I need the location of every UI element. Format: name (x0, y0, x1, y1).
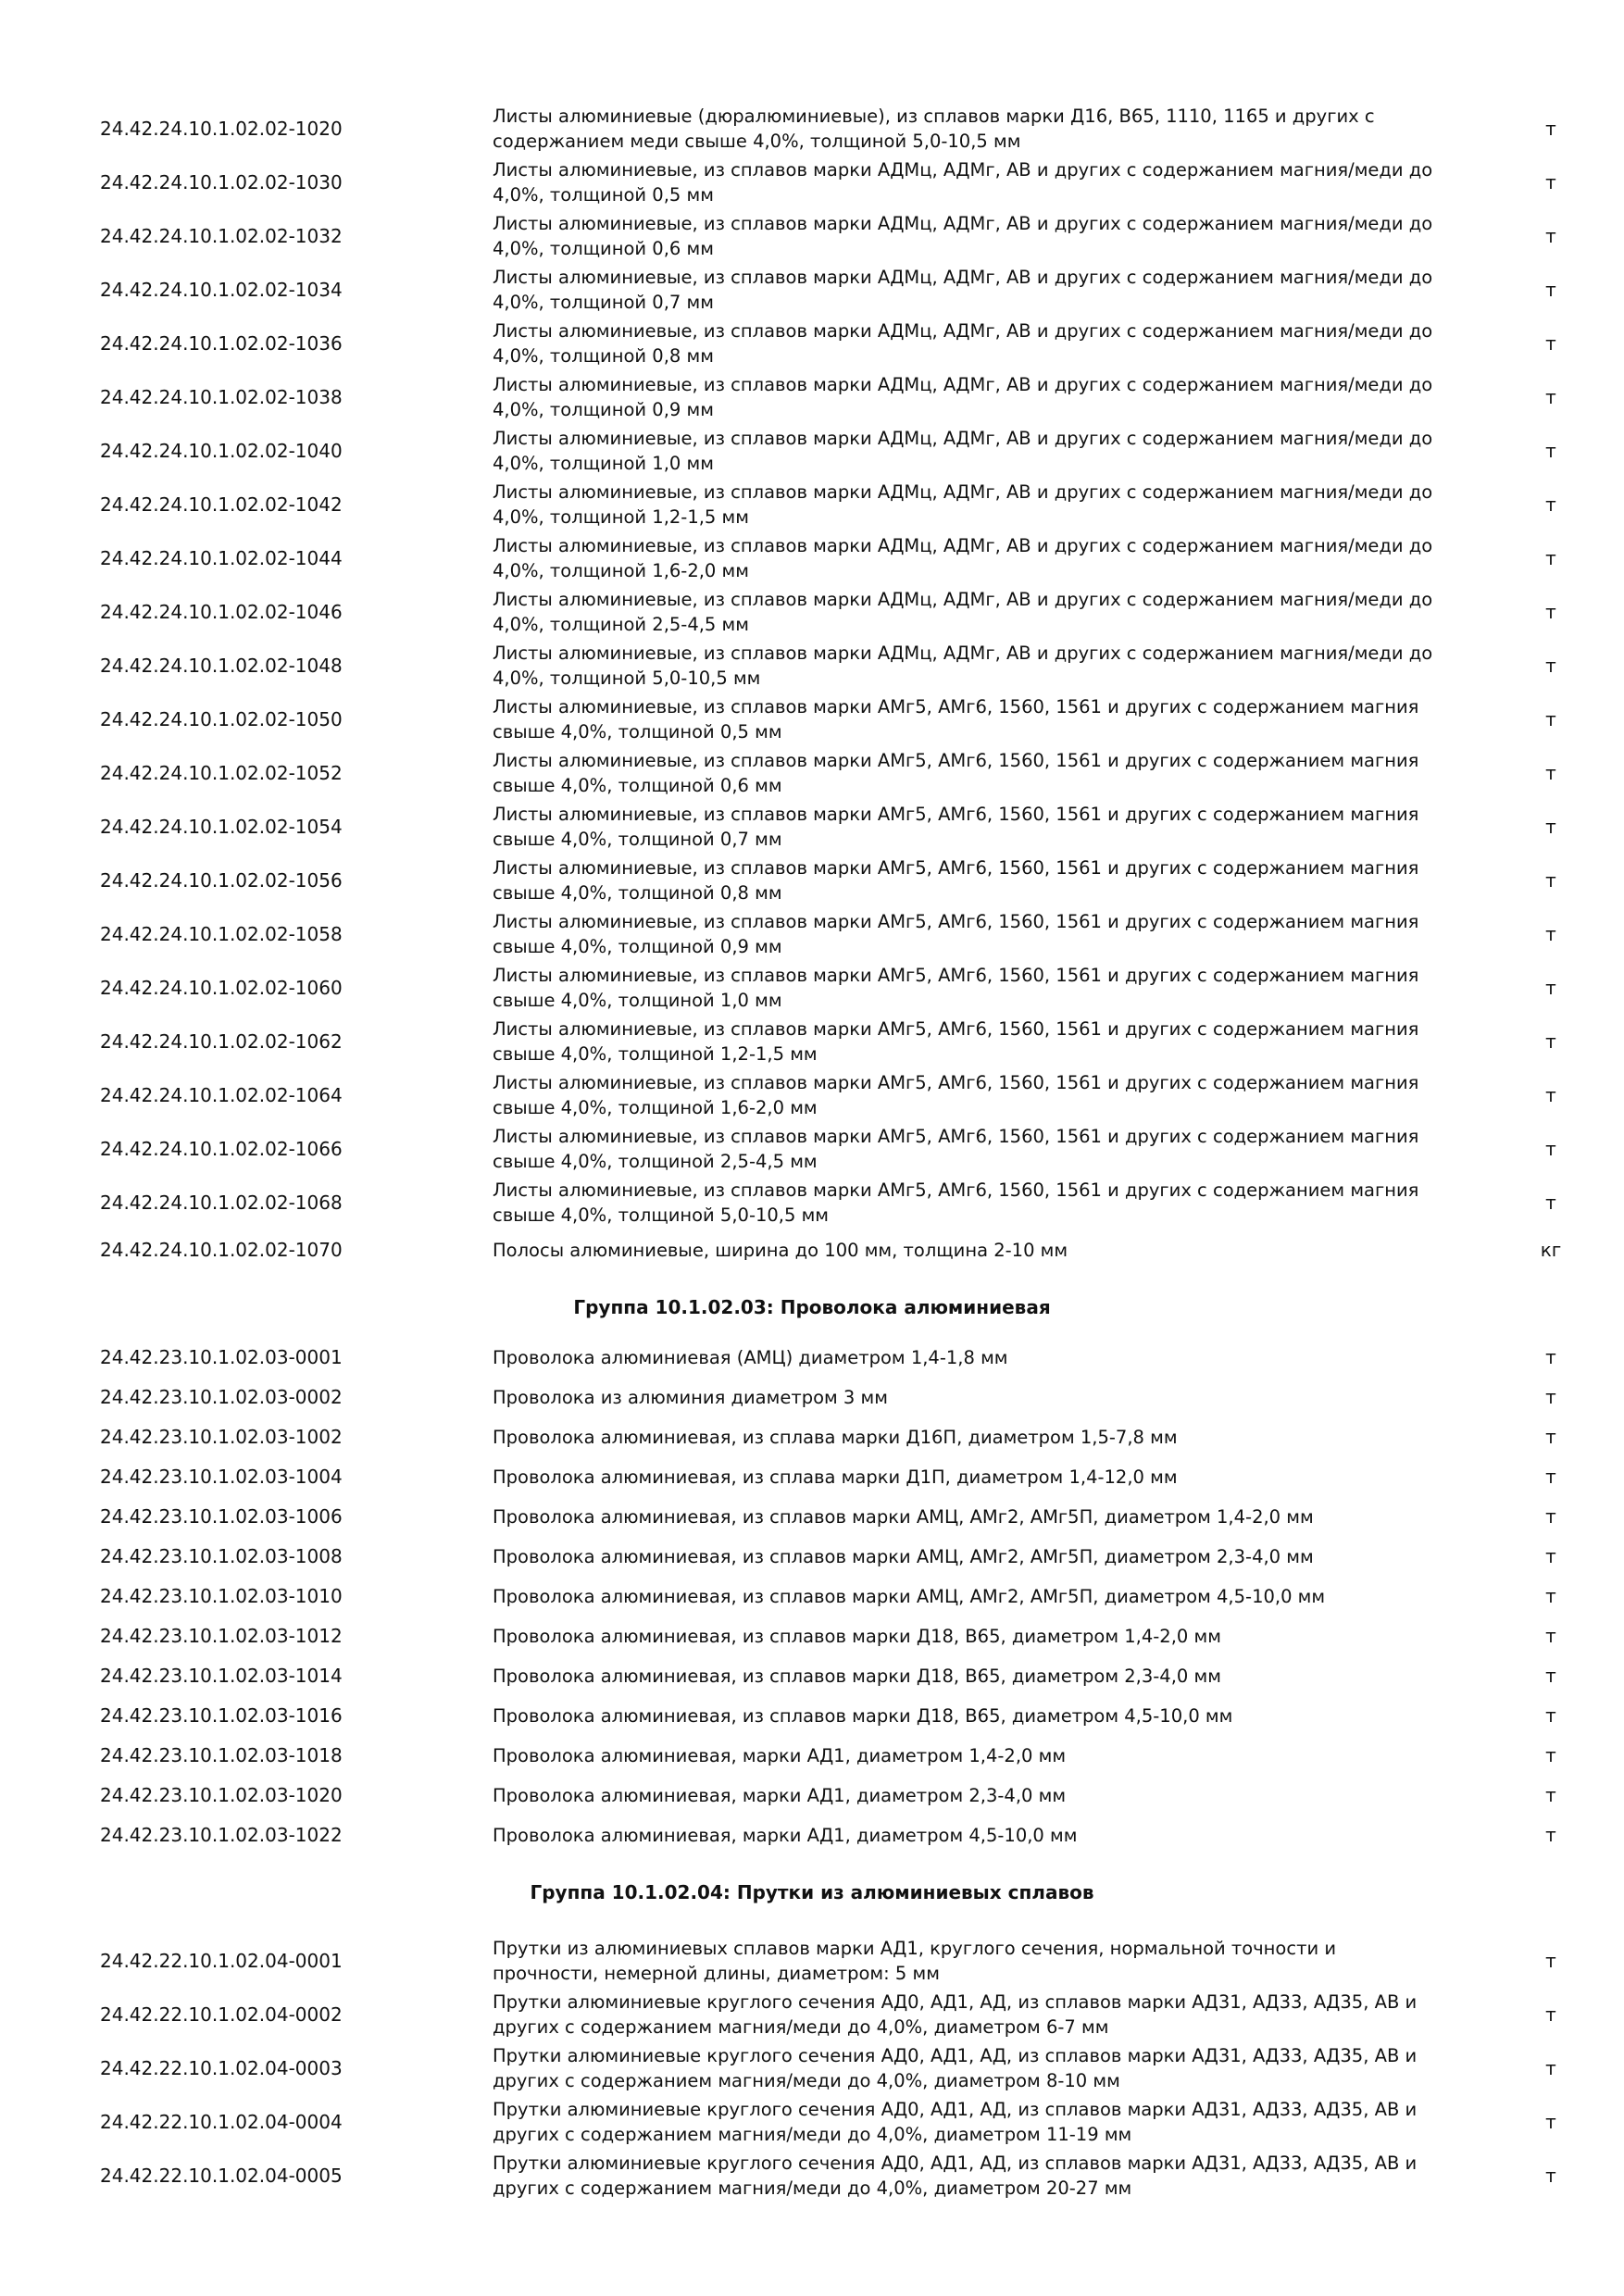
unit-of-measure: т (1545, 1824, 1556, 1846)
resource-description: Листы алюминиевые, из сплавов марки АДМц, АДМг, АВ и других с содержанием магния/меди до 4,0%, толщиной 0,9 мм (493, 374, 1433, 420)
resource-description: Проволока алюминиевая, из сплава марки Д1П, диаметром 1,4-12,0 мм (493, 1466, 1178, 1488)
resource-code: 24.42.22.10.1.02.04-0005 (100, 2165, 343, 2187)
resource-code: 24.42.24.10.1.02.02-1034 (100, 279, 343, 301)
table-row (0, 1775, 1624, 1815)
resource-code: 24.42.24.10.1.02.02-1036 (100, 332, 343, 355)
resource-code: 24.42.24.10.1.02.02-1020 (100, 118, 343, 140)
unit-of-measure: т (1545, 171, 1556, 193)
resource-code: 24.42.23.10.1.02.03-1012 (100, 1625, 343, 1647)
unit-of-measure: т (1545, 1084, 1556, 1106)
resource-code: 24.42.24.10.1.02.02-1070 (100, 1239, 343, 1261)
unit-of-measure: т (1545, 1030, 1556, 1053)
unit-of-measure: т (1545, 1545, 1556, 1567)
table-row (0, 746, 1624, 800)
unit-of-measure: т (1545, 1625, 1556, 1647)
resource-code: 24.42.23.10.1.02.03-1002 (100, 1426, 343, 1448)
resource-description: Прутки алюминиевые круглого сечения АД0, АД1, АД, из сплавов марки АД31, АД33, АД35, АВ и других с содержанием магния/меди до 4,0%, диаметром 6-7 мм (493, 1991, 1418, 2038)
resource-description: Листы алюминиевые, из сплавов марки АДМц, АДМг, АВ и других с содержанием магния/меди до 4,0%, толщиной 5,0-10,5 мм (493, 643, 1433, 689)
table-row (0, 102, 1624, 156)
resource-description: Проволока алюминиевая, из сплавов марки Д18, В65, диаметром 4,5-10,0 мм (493, 1705, 1233, 1727)
group-heading (0, 1269, 1624, 1337)
unit-of-measure: т (1545, 708, 1556, 730)
table-row (0, 2041, 1624, 2095)
unit-of-measure: т (1545, 1784, 1556, 1806)
resource-code: 24.42.24.10.1.02.02-1068 (100, 1192, 343, 1214)
resource-description: Листы алюминиевые, из сплавов марки АДМц, АДМг, АВ и других с содержанием магния/меди до 4,0%, толщиной 1,0 мм (493, 428, 1433, 474)
table-row (0, 1337, 1624, 1377)
table-row (0, 2095, 1624, 2149)
resource-code: 24.42.23.10.1.02.03-1018 (100, 1744, 343, 1766)
resource-description: Листы алюминиевые, из сплавов марки АМг5, АМг6, 1560, 1561 и других с содержанием магния свыше 4,0%, толщиной 0,9 мм (493, 911, 1419, 957)
table-row (0, 1988, 1624, 2041)
unit-of-measure: т (1545, 1386, 1556, 1408)
resource-code: 24.42.23.10.1.02.03-1016 (100, 1704, 343, 1727)
unit-of-measure: т (1545, 1346, 1556, 1368)
unit-of-measure: т (1545, 547, 1556, 569)
resource-code: 24.42.23.10.1.02.03-1020 (100, 1784, 343, 1806)
resource-code: 24.42.23.10.1.02.03-0001 (100, 1346, 343, 1368)
resource-description: Проволока алюминиевая, марки АД1, диаметром 2,3-4,0 мм (493, 1785, 1067, 1806)
resource-description: Листы алюминиевые (дюралюминиевые), из сплавов марки Д16, В65, 1110, 1165 и других с содержанием меди свыше 4,0%, толщиной 5,0-10,5 мм (493, 106, 1375, 152)
unit-of-measure: т (1545, 1950, 1556, 1972)
resource-description: Листы алюминиевые, из сплавов марки АДМц, АДМг, АВ и других с содержанием магния/меди до 4,0%, толщиной 0,7 мм (493, 267, 1433, 313)
group-heading (0, 1854, 1624, 1934)
unit-of-measure: т (1545, 225, 1556, 247)
table-row (0, 800, 1624, 854)
unit-of-measure: т (1545, 279, 1556, 301)
table-row (0, 478, 1624, 531)
unit-of-measure: т (1545, 332, 1556, 355)
table-row (0, 1176, 1624, 1229)
table-row (0, 1576, 1624, 1616)
resource-description: Проволока алюминиевая, из сплавов марки АМЦ, АМг2, АМг5П, диаметром 2,3-4,0 мм (493, 1546, 1314, 1567)
unit-of-measure: т (1545, 1704, 1556, 1727)
table-row (0, 370, 1624, 424)
resource-description: Проволока алюминиевая, марки АД1, диаметром 4,5-10,0 мм (493, 1825, 1078, 1846)
resource-code: 24.42.22.10.1.02.04-0003 (100, 2057, 343, 2079)
table-row (0, 1122, 1624, 1176)
table-row (0, 317, 1624, 370)
table-row (0, 907, 1624, 961)
resource-description: Листы алюминиевые, из сплавов марки АДМц, АДМг, АВ и других с содержанием магния/меди до 4,0%, толщиной 0,5 мм (493, 159, 1433, 206)
resource-code: 24.42.23.10.1.02.03-1006 (100, 1505, 343, 1528)
resource-description: Листы алюминиевые, из сплавов марки АМг5, АМг6, 1560, 1561 и других с содержанием магния свыше 4,0%, толщиной 1,6-2,0 мм (493, 1072, 1419, 1118)
resource-code: 24.42.24.10.1.02.02-1054 (100, 816, 343, 838)
resource-code: 24.42.24.10.1.02.02-1048 (100, 655, 343, 677)
resource-code: 24.42.24.10.1.02.02-1046 (100, 601, 343, 623)
table-row (0, 961, 1624, 1015)
unit-of-measure: кг (1540, 1239, 1562, 1261)
resource-description: Листы алюминиевые, из сплавов марки АМг5, АМг6, 1560, 1561 и других с содержанием магния свыше 4,0%, толщиной 2,5-4,5 мм (493, 1126, 1419, 1172)
unit-of-measure: т (1545, 1466, 1556, 1488)
resource-description: Проволока алюминиевая, марки АД1, диаметром 1,4-2,0 мм (493, 1745, 1067, 1766)
table-row (0, 263, 1624, 317)
resource-code: 24.42.24.10.1.02.02-1030 (100, 171, 343, 193)
resource-description: Проволока алюминиевая, из сплавов марки Д18, В65, диаметром 1,4-2,0 мм (493, 1626, 1221, 1647)
resource-code: 24.42.23.10.1.02.03-1004 (100, 1466, 343, 1488)
resource-description: Листы алюминиевые, из сплавов марки АДМц, АДМг, АВ и других с содержанием магния/меди до 4,0%, толщиной 0,6 мм (493, 213, 1433, 259)
unit-of-measure: т (1545, 1585, 1556, 1607)
resource-description: Проволока из алюминия диаметром 3 мм (493, 1387, 888, 1408)
resource-code: 24.42.24.10.1.02.02-1052 (100, 762, 343, 784)
resource-code: 24.42.24.10.1.02.02-1062 (100, 1030, 343, 1053)
resource-code: 24.42.24.10.1.02.02-1060 (100, 977, 343, 999)
table-row (0, 854, 1624, 907)
group-title: Группа 10.1.02.04: Прутки из алюминиевых сплавов (530, 1881, 1094, 1903)
resource-code: 24.42.23.10.1.02.03-1014 (100, 1665, 343, 1687)
unit-of-measure: т (1545, 1744, 1556, 1766)
resource-description: Листы алюминиевые, из сплавов марки АДМц, АДМг, АВ и других с содержанием магния/меди до 4,0%, толщиной 2,5-4,5 мм (493, 589, 1433, 635)
unit-of-measure: т (1545, 2057, 1556, 2079)
resource-code: 24.42.22.10.1.02.04-0004 (100, 2111, 343, 2133)
group-title: Группа 10.1.02.03: Проволока алюминиевая (573, 1296, 1051, 1318)
resource-description: Листы алюминиевые, из сплавов марки АДМц, АДМг, АВ и других с содержанием магния/меди до 4,0%, толщиной 1,6-2,0 мм (493, 535, 1433, 581)
resource-description: Листы алюминиевые, из сплавов марки АМг5, АМг6, 1560, 1561 и других с содержанием магния свыше 4,0%, толщиной 0,5 мм (493, 696, 1419, 742)
unit-of-measure: т (1545, 2165, 1556, 2187)
unit-of-measure: т (1545, 655, 1556, 677)
unit-of-measure: т (1545, 1426, 1556, 1448)
resource-description: Полосы алюминиевые, ширина до 100 мм, толщина 2-10 мм (493, 1240, 1068, 1261)
resource-description: Листы алюминиевые, из сплавов марки АМг5, АМг6, 1560, 1561 и других с содержанием магния свыше 4,0%, толщиной 5,0-10,5 мм (493, 1179, 1419, 1226)
unit-of-measure: т (1545, 869, 1556, 892)
table-row (0, 1655, 1624, 1695)
table-row (0, 424, 1624, 478)
table-row (0, 1735, 1624, 1775)
resource-description: Проволока алюминиевая, из сплава марки Д16П, диаметром 1,5-7,8 мм (493, 1427, 1178, 1448)
resource-description: Листы алюминиевые, из сплавов марки АДМц, АДМг, АВ и других с содержанием магния/меди до 4,0%, толщиной 0,8 мм (493, 320, 1433, 367)
table-row (0, 1456, 1624, 1496)
resource-description: Проволока алюминиевая, из сплавов марки Д18, В65, диаметром 2,3-4,0 мм (493, 1666, 1221, 1687)
unit-of-measure: т (1545, 440, 1556, 462)
resource-description: Листы алюминиевые, из сплавов марки АМг5, АМг6, 1560, 1561 и других с содержанием магния свыше 4,0%, толщиной 0,8 мм (493, 857, 1419, 904)
table-row (0, 693, 1624, 746)
resource-code: 24.42.24.10.1.02.02-1032 (100, 225, 343, 247)
resource-description: Прутки алюминиевые круглого сечения АД0, АД1, АД, из сплавов марки АД31, АД33, АД35, АВ и других с содержанием магния/меди до 4,0%, диаметром 8-10 мм (493, 2045, 1418, 2091)
resource-code: 24.42.24.10.1.02.02-1058 (100, 923, 343, 945)
table-row (0, 1416, 1624, 1456)
unit-of-measure: т (1545, 762, 1556, 784)
unit-of-measure: т (1545, 493, 1556, 516)
resource-description: Листы алюминиевые, из сплавов марки АМг5, АМг6, 1560, 1561 и других с содержанием магния свыше 4,0%, толщиной 0,7 мм (493, 804, 1419, 850)
table-row (0, 209, 1624, 263)
resource-code: 24.42.24.10.1.02.02-1064 (100, 1084, 343, 1106)
table-row (0, 1616, 1624, 1655)
resource-code: 24.42.24.10.1.02.02-1038 (100, 386, 343, 408)
unit-of-measure: т (1545, 2111, 1556, 2133)
table-row (0, 585, 1624, 639)
resource-code: 24.42.23.10.1.02.03-1022 (100, 1824, 343, 1846)
resource-description: Прутки алюминиевые круглого сечения АД0, АД1, АД, из сплавов марки АД31, АД33, АД35, АВ и других с содержанием магния/меди до 4,0%, диаметром 20-27 мм (493, 2152, 1418, 2199)
resource-code: 24.42.23.10.1.02.03-0002 (100, 1386, 343, 1408)
resource-description: Проволока алюминиевая, из сплавов марки АМЦ, АМг2, АМг5П, диаметром 1,4-2,0 мм (493, 1506, 1314, 1528)
table-row (0, 156, 1624, 209)
table-row (0, 1815, 1624, 1854)
unit-of-measure: т (1545, 1665, 1556, 1687)
unit-of-measure: т (1545, 386, 1556, 408)
resource-code: 24.42.24.10.1.02.02-1056 (100, 869, 343, 892)
resource-code: 24.42.24.10.1.02.02-1050 (100, 708, 343, 730)
resource-code: 24.42.24.10.1.02.02-1044 (100, 547, 343, 569)
table-row (0, 531, 1624, 585)
unit-of-measure: т (1545, 118, 1556, 140)
resource-description: Листы алюминиевые, из сплавов марки АМг5, АМг6, 1560, 1561 и других с содержанием магния свыше 4,0%, толщиной 0,6 мм (493, 750, 1419, 796)
resource-code: 24.42.23.10.1.02.03-1010 (100, 1585, 343, 1607)
unit-of-measure: т (1545, 1138, 1556, 1160)
resource-description: Листы алюминиевые, из сплавов марки АМг5, АМг6, 1560, 1561 и других с содержанием магния свыше 4,0%, толщиной 1,2-1,5 мм (493, 1018, 1419, 1065)
table-row (0, 1068, 1624, 1122)
resource-code: 24.42.24.10.1.02.02-1042 (100, 493, 343, 516)
resource-code: 24.42.24.10.1.02.02-1040 (100, 440, 343, 462)
resource-code: 24.42.23.10.1.02.03-1008 (100, 1545, 343, 1567)
table-row (0, 1229, 1624, 1269)
unit-of-measure: т (1545, 1192, 1556, 1214)
resource-description: Проволока алюминиевая (АМЦ) диаметром 1,4-1,8 мм (493, 1347, 1008, 1368)
table-row (0, 2149, 1624, 2202)
unit-of-measure: т (1545, 1505, 1556, 1528)
price-list-document (0, 102, 1624, 2202)
resource-description: Прутки из алюминиевых сплавов марки АД1, круглого сечения, нормальной точности и прочности, немерной длины, диаметром: 5 мм (493, 1938, 1336, 1984)
table-row (0, 639, 1624, 693)
resource-description: Прутки алюминиевые круглого сечения АД0, АД1, АД, из сплавов марки АД31, АД33, АД35, АВ и других с содержанием магния/меди до 4,0%, диаметром 11-19 мм (493, 2099, 1418, 2145)
resource-description: Проволока алюминиевая, из сплавов марки АМЦ, АМг2, АМг5П, диаметром 4,5-10,0 мм (493, 1586, 1326, 1607)
table-row (0, 1015, 1624, 1068)
resource-code: 24.42.22.10.1.02.04-0001 (100, 1950, 343, 1972)
resource-description: Листы алюминиевые, из сплавов марки АМг5, АМг6, 1560, 1561 и других с содержанием магния свыше 4,0%, толщиной 1,0 мм (493, 965, 1419, 1011)
unit-of-measure: т (1545, 816, 1556, 838)
unit-of-measure: т (1545, 923, 1556, 945)
unit-of-measure: т (1545, 601, 1556, 623)
unit-of-measure: т (1545, 2003, 1556, 2026)
resource-code: 24.42.24.10.1.02.02-1066 (100, 1138, 343, 1160)
table-row (0, 1536, 1624, 1576)
table-row (0, 1377, 1624, 1416)
resource-description: Листы алюминиевые, из сплавов марки АДМц, АДМг, АВ и других с содержанием магния/меди до 4,0%, толщиной 1,2-1,5 мм (493, 481, 1433, 528)
table-row (0, 1695, 1624, 1735)
table-row (0, 1496, 1624, 1536)
unit-of-measure: т (1545, 977, 1556, 999)
table-row (0, 1934, 1624, 1988)
resource-code: 24.42.22.10.1.02.04-0002 (100, 2003, 343, 2026)
